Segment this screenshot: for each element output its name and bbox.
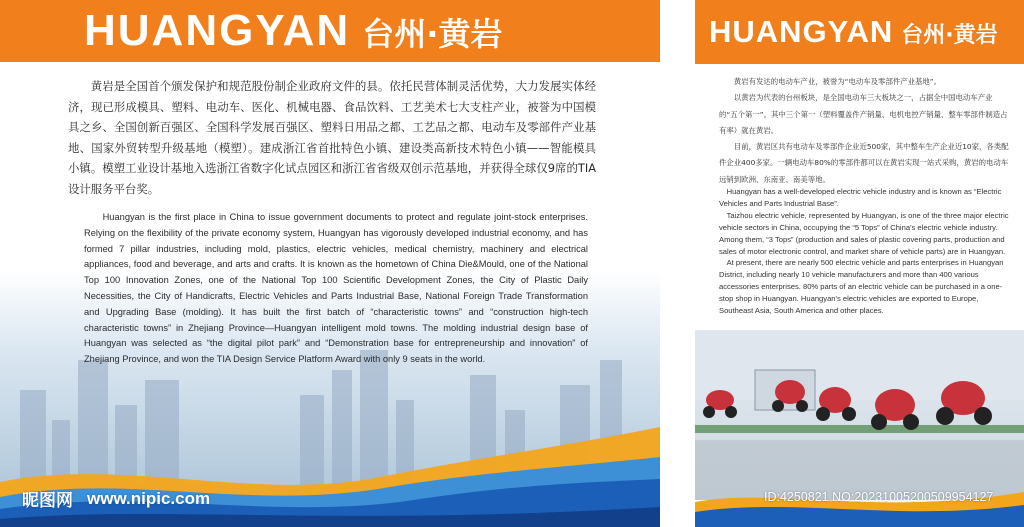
watermark-logo xyxy=(22,486,210,511)
ev-paragraph-en-3: At present, there are nearly 500 electric vehicle and parts enterprises in Huangyan District, including nearly 10 vehicle manufacturers and more than 400 various accessories enterprises. 80% parts of an electric vehicle can be purchased in a one-stop shop in Huangyan. Huangyan's electric vehicles are exported to Europe, Southeast Asia, South America and other places. xyxy=(719,258,1004,316)
brand-title-en-right: HUANGYAN xyxy=(709,14,894,49)
poster-header-left xyxy=(0,0,660,62)
watermark-image-id: ID:4250821 NO:20231005200509954127 xyxy=(764,490,994,504)
ev-industry-text-cn xyxy=(719,74,1009,188)
brand-title-en: HUANGYAN xyxy=(84,6,351,55)
poster-header-right xyxy=(695,0,1024,64)
watermark-site-name: 昵图网 xyxy=(22,491,73,511)
ev-paragraph-en-1: Huangyan has a well-developed electric vehicle industry and is known as “Electric Vehicles and Parts Industrial Base”. xyxy=(719,187,1002,208)
brand-title-cn-right: 台州·黄岩 xyxy=(901,23,998,48)
panel-gap xyxy=(660,0,695,527)
brand-title-cn: 台州·黄岩 xyxy=(362,15,503,53)
ev-industry-text-en xyxy=(719,186,1011,317)
ev-paragraph-cn-2: 以黄岩为代表的台州板块，是全国电动车三大板块之一，占据全中国电动车产业的“五个第一”。其中三个第一（塑料覆盖件产销量、电机电控产销量、整车零部件制造占有率）就在黄岩。 xyxy=(719,93,1008,135)
intro-text-en: Huangyan is the first place in China to issue government documents to protect and regulate joint-stock enterprises. Relying on the flexibility of the private economy system, Huangyan has vigorously developed industrial economy, and has formed 7 pillar industries, including mold, plastics, electric vehicles, medical chemistry, machinery and electrical appliances, food and beverage, and arts and crafts. It is known as the hometown of China Die&Mould, one of the National Top 100 Innovation Zones, one of the National Top 100 Scientific Development Zones, the City of Plastic Daily Necessities, the City of Handicrafts, Electric Vehicles and Parts Industrial Base, National Foreign Trade Transformation and Upgrading Base (molding). It has built the first batch of “characteristic towns” and “construction high-tech characteristic towns” in Zhejiang Province—Huangyan intelligent mold towns. The molding industrial design base of Huangyan was selected as “the digital pilot park” and “Demonstration base for entrepreneurship and innovation” of Zhejiang Province, and won the TIA Design Service Platform Award with only 9 seats in the world. xyxy=(84,212,588,365)
ev-paragraph-cn-1: 黄岩有发达的电动车产业，被誉为“电动车及零部件产业基地”。 xyxy=(733,77,942,86)
ev-paragraph-en-2: Taizhou electric vehicle, represented by Huangyan, is one of the three major electric vehicle sectors in China, occupying the “5 Tops” of China's electric vehicle industry. Among them, “3 Tops” (production and sales of plastic covering parts, production and sales of motor electronic control, and market share of vehicle parts) are in Huangyan. xyxy=(719,210,1009,256)
right-poster-panel xyxy=(695,0,1024,527)
watermark-site-url: www.nipic.com xyxy=(87,488,211,508)
intro-text-cn: 黄岩是全国首个颁发保护和规范股份制企业政府文件的县。依托民营体制灵活优势，大力发展实体经济，现已形成模具、塑料、电动车、医化、机械电器、食品饮料、工艺美术七大支柱产业，被誉为中国模具之乡、全国创新百强区、全国科学发展百强区、塑料日用品之都、工艺品之都、电动车及零部件产业基地、国家外贸转型升级基地（模塑）。建成浙江省首批特色小镇、建设类高新技术特色小镇——智能模具小镇。模塑工业设计基地入选浙江省数字化试点园区和浙江省省级双创示范基地，并获得全球仅9席的TIA设计服务平台奖。 xyxy=(68,79,596,196)
ev-paragraph-cn-3: 目前，黄岩区共有电动车及零部件企业近500家，其中整车生产企业近10家，各类配件企业400多家。一辆电动车80%的零部件都可以在黄岩实现一站式采购，黄岩的电动车远销到欧洲、东南亚、南美等地。 xyxy=(719,142,1009,184)
